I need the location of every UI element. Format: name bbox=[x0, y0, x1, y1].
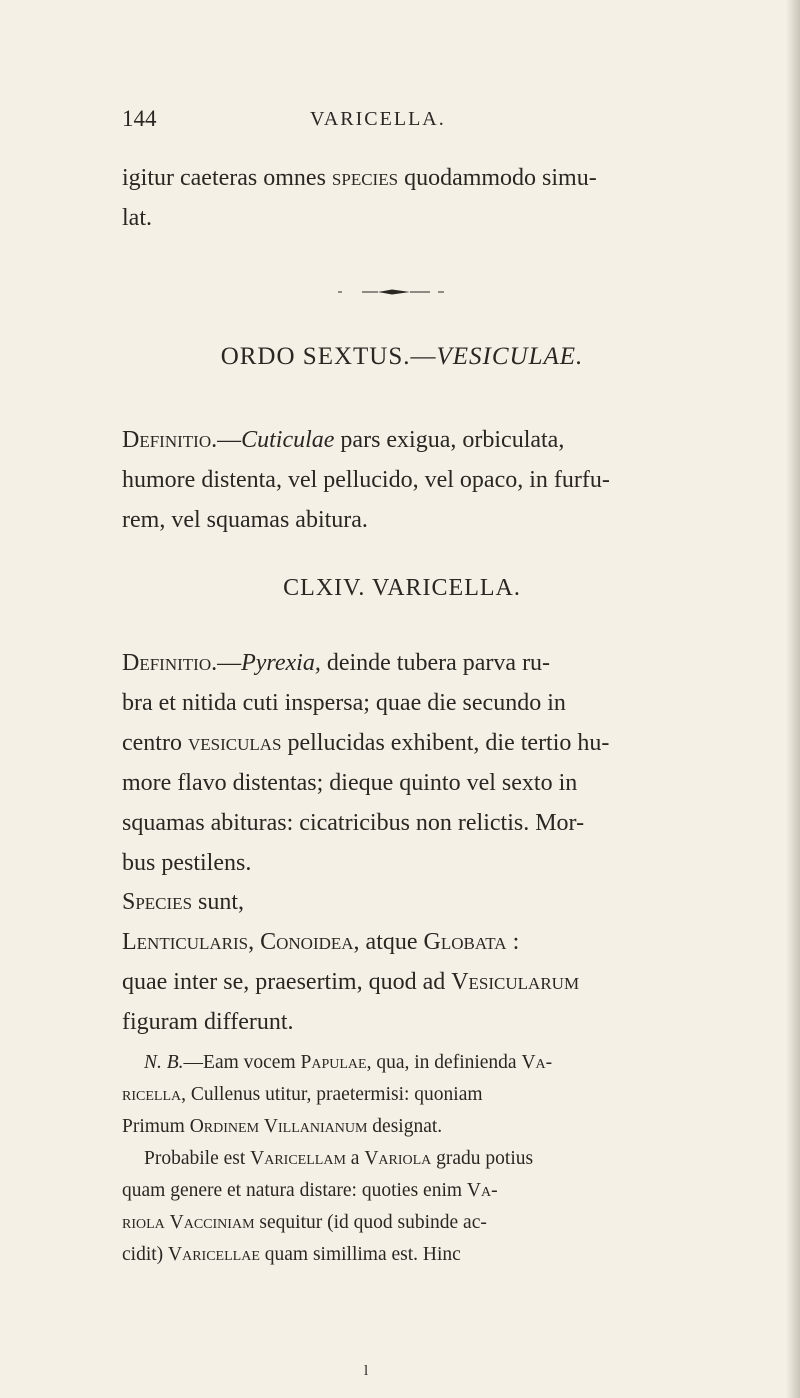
text-run: igitur caeteras omnes bbox=[122, 165, 332, 191]
text-run: : bbox=[506, 929, 520, 955]
nb-label: N. B. bbox=[144, 1052, 184, 1073]
text-line bbox=[122, 643, 682, 683]
text-run: cidit) bbox=[122, 1244, 169, 1265]
text-run: sunt, bbox=[192, 889, 245, 915]
text-line bbox=[122, 1047, 682, 1079]
text-run: — bbox=[217, 650, 242, 676]
small-caps-run: Variola bbox=[364, 1148, 432, 1169]
text-run: quae inter se, praesertim, quod ad bbox=[122, 969, 452, 995]
small-caps-run: Va- bbox=[466, 1180, 498, 1201]
text-run: gradu potius bbox=[431, 1148, 534, 1169]
small-caps-run: riola bbox=[122, 1212, 165, 1233]
ordo-prefix: ORDO SEXTUS.— bbox=[220, 343, 437, 370]
small-caps-run: Ordinem bbox=[189, 1116, 260, 1137]
small-caps-run: Villanianum bbox=[263, 1116, 368, 1137]
text-line bbox=[122, 1239, 682, 1271]
small-caps-run: Conoidea bbox=[260, 929, 354, 955]
nota-bene bbox=[122, 1047, 682, 1271]
text-run: Primum bbox=[122, 1116, 190, 1137]
definitio-label: Definitio. bbox=[122, 650, 218, 676]
text-line bbox=[122, 962, 682, 1002]
small-caps-run: species bbox=[331, 165, 399, 191]
section-heading: CLXIV. VARICELLA. bbox=[283, 575, 521, 601]
italic-run: Cuticulae bbox=[241, 427, 335, 453]
species-label: Species bbox=[122, 889, 193, 915]
text-run: pars exigua, orbiculata, bbox=[334, 427, 565, 453]
small-caps-run: ricella bbox=[122, 1084, 182, 1105]
definitio-ordo bbox=[122, 420, 682, 540]
text-run: — bbox=[217, 427, 242, 453]
text-line: bus pestilens. bbox=[122, 850, 252, 876]
species-paragraph bbox=[122, 882, 682, 1042]
small-caps-run: Globata bbox=[423, 929, 507, 955]
small-caps-run: Vesicularum bbox=[451, 969, 580, 995]
text-run: , qua, in definienda bbox=[366, 1052, 522, 1073]
small-caps-run: Va- bbox=[521, 1052, 553, 1073]
text-run: , bbox=[248, 929, 261, 955]
text-line bbox=[122, 1143, 682, 1175]
text-line bbox=[122, 420, 682, 460]
text-line bbox=[122, 1207, 682, 1239]
page-header bbox=[122, 106, 682, 146]
text-run: quam genere et natura distare: quoties enim bbox=[122, 1180, 467, 1201]
italic-run: Pyrexia, bbox=[241, 650, 321, 676]
small-caps-run: Vacciniam bbox=[169, 1212, 255, 1233]
text-run: —Eam vocem bbox=[183, 1052, 301, 1073]
text-run: quam simillima est. Hinc bbox=[259, 1244, 461, 1265]
ordo-heading bbox=[122, 343, 682, 371]
text-line: rem, vel squamas abitura. bbox=[122, 507, 368, 533]
page-number: 144 bbox=[122, 106, 157, 131]
text-run: a bbox=[345, 1148, 365, 1169]
text-line: squamas abituras: cicatricibus non relictis. Mor- bbox=[122, 810, 585, 836]
text-line: humore distenta, vel pellucido, vel opaco, in furfu- bbox=[122, 467, 610, 493]
small-caps-run: Varicellam bbox=[250, 1148, 346, 1169]
text-run: Probabile est bbox=[144, 1148, 251, 1169]
text-line bbox=[122, 723, 682, 763]
text-line: bra et nitida cuti inspersa; quae die secundo in bbox=[122, 690, 566, 716]
text-line bbox=[122, 1175, 682, 1207]
text-line bbox=[122, 1079, 682, 1111]
text-run: sequitur (id quod subinde ac- bbox=[254, 1212, 487, 1233]
definitio-varicella bbox=[122, 643, 682, 883]
running-head: VARICELLA. bbox=[310, 108, 446, 130]
text-run: deinde tubera parva ru- bbox=[320, 650, 551, 676]
text-line bbox=[122, 1111, 682, 1143]
text-line bbox=[122, 158, 682, 198]
intro-paragraph bbox=[122, 158, 682, 238]
text-line bbox=[122, 922, 682, 962]
definitio-label: Definitio. bbox=[122, 427, 218, 453]
text-run: quodammodo simu- bbox=[398, 165, 597, 191]
page-edge-shadow bbox=[786, 0, 800, 1398]
ordo-title: VESICULAE. bbox=[436, 343, 584, 370]
text-line: figuram differunt. bbox=[122, 1009, 294, 1035]
signature-mark: l bbox=[364, 1363, 369, 1379]
text-line: lat. bbox=[122, 205, 152, 231]
text-run: , atque bbox=[353, 929, 424, 955]
ornament-rule bbox=[338, 286, 458, 298]
text-run: centro bbox=[122, 730, 188, 756]
text-run: , Cullenus utitur, praetermisi: quoniam bbox=[181, 1084, 483, 1105]
text-line bbox=[122, 882, 682, 922]
small-caps-run: Lenticularis bbox=[122, 929, 249, 955]
text-line: more flavo distentas; dieque quinto vel sexto in bbox=[122, 770, 578, 796]
text-run: pellucidas exhibent, die tertio hu- bbox=[281, 730, 610, 756]
small-caps-run: vesiculas bbox=[187, 730, 282, 756]
small-caps-run: Papulae bbox=[300, 1052, 367, 1073]
text-run: designat. bbox=[367, 1116, 443, 1137]
small-caps-run: Varicellae bbox=[168, 1244, 260, 1265]
